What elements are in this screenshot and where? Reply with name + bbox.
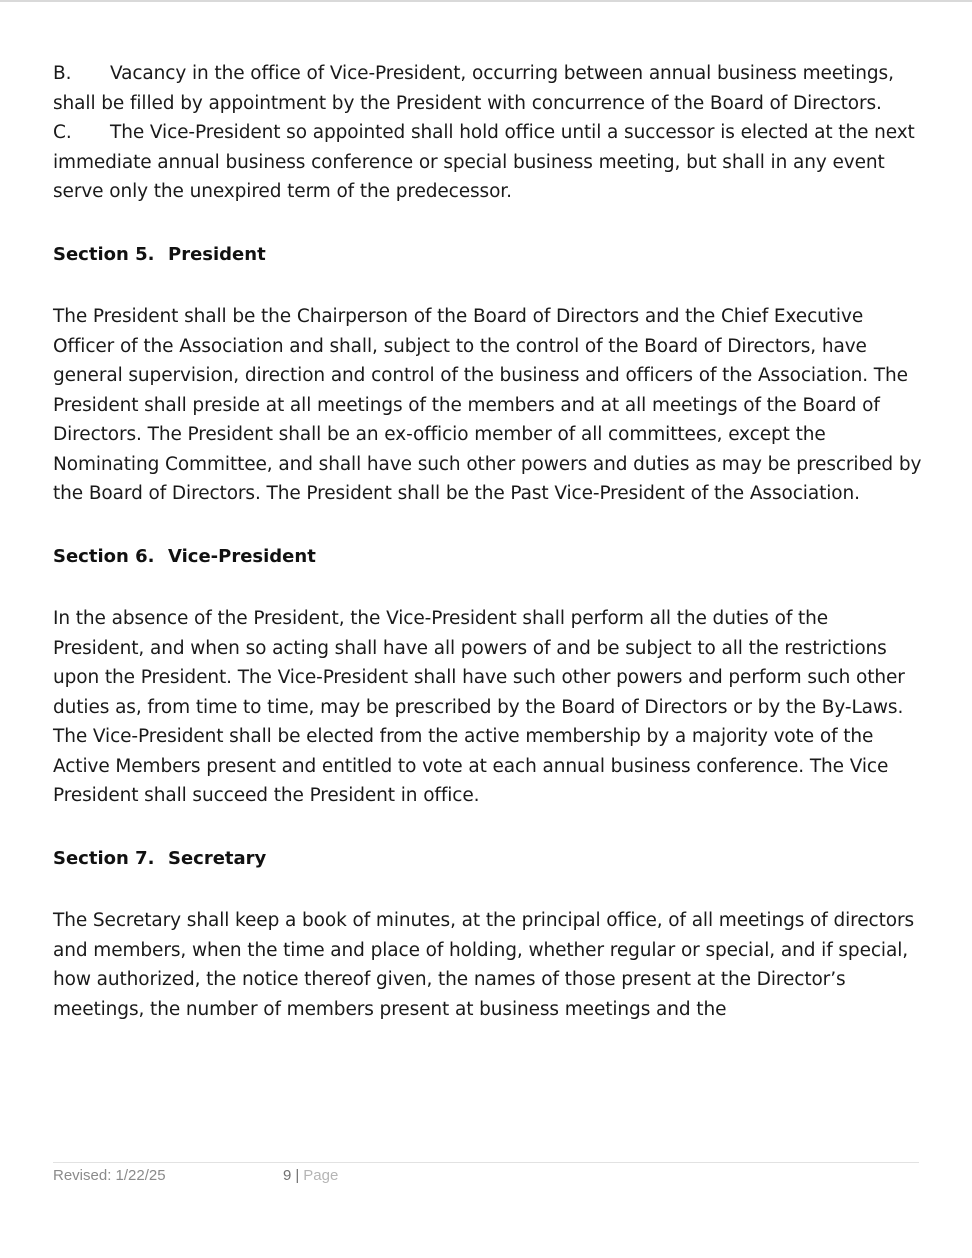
section-7-heading <box>53 844 923 874</box>
section-title: President <box>168 243 266 265</box>
section-number: Section 6. <box>53 545 155 567</box>
document-page <box>53 59 923 1024</box>
spacer <box>53 269 923 302</box>
list-item-text: Vacancy in the office of Vice-President, occurring between annual business meetings, shall be filled by appointment by the President with concurrence of the Board of Directors. <box>53 63 894 114</box>
list-item-marker: B. <box>53 63 72 84</box>
section-6-heading <box>53 542 923 572</box>
page-label: Page <box>303 1167 339 1184</box>
page-top-border <box>0 0 972 2</box>
list-item-b <box>53 59 923 118</box>
spacer <box>53 571 923 604</box>
spacer <box>53 873 923 906</box>
revised-date: Revised: 1/22/25 <box>53 1167 166 1184</box>
section-title: Vice-President <box>168 545 316 567</box>
section-6-body: In the absence of the President, the Vice-President shall perform all the duties of the President, and when so acting shall have all powers of and be subject to all the restrictions upon the President. The Vice-President shall have such other powers and perform such other duties as, from time to time, may be prescribed by the Board of Directors or by the By-Laws. The Vice-President shall be elected from the active membership by a majority vote of the Active Members present and entitled to vote at each annual business conference. The Vice President shall succeed the President in office. <box>53 608 905 806</box>
section-5-body: The President shall be the Chairperson of the Board of Directors and the Chief Executive Officer of the Association and shall, subject to the control of the Board of Directors, have general supervision, direction and control of the business and officers of the Association. The President shall preside at all meetings of the members and at all meetings of the Board of Directors. The President shall be an ex-officio member of all committees, except the Nominating Committee, and shall have such other powers and duties as may be prescribed by the Board of Directors. The President shall be the Past Vice-President of the Association. <box>53 306 922 504</box>
section-number: Section 5. <box>53 243 155 265</box>
footer-separator: | <box>295 1167 300 1184</box>
page-footer <box>53 1162 919 1184</box>
spacer <box>53 207 923 240</box>
list-item-c <box>53 118 923 207</box>
section-5-heading <box>53 240 923 270</box>
page-number: 9 <box>283 1167 292 1184</box>
spacer <box>53 509 923 542</box>
section-title: Secretary <box>168 847 267 869</box>
spacer <box>53 811 923 844</box>
section-7-body: The Secretary shall keep a book of minutes, at the principal office, of all meetings of directors and members, when the time and place of holding, whether regular or special, and if special, how authorized, the notice thereof given, the names of those present at the Director’s meetings, the number of members present at business meetings and the <box>53 910 915 1020</box>
list-item-text: The Vice-President so appointed shall hold office until a successor is elected at the next immediate annual business conference or special business meeting, but shall in any event serve only the unexpired term of the predecessor. <box>53 122 915 202</box>
list-item-marker: C. <box>53 122 72 143</box>
section-number: Section 7. <box>53 847 155 869</box>
